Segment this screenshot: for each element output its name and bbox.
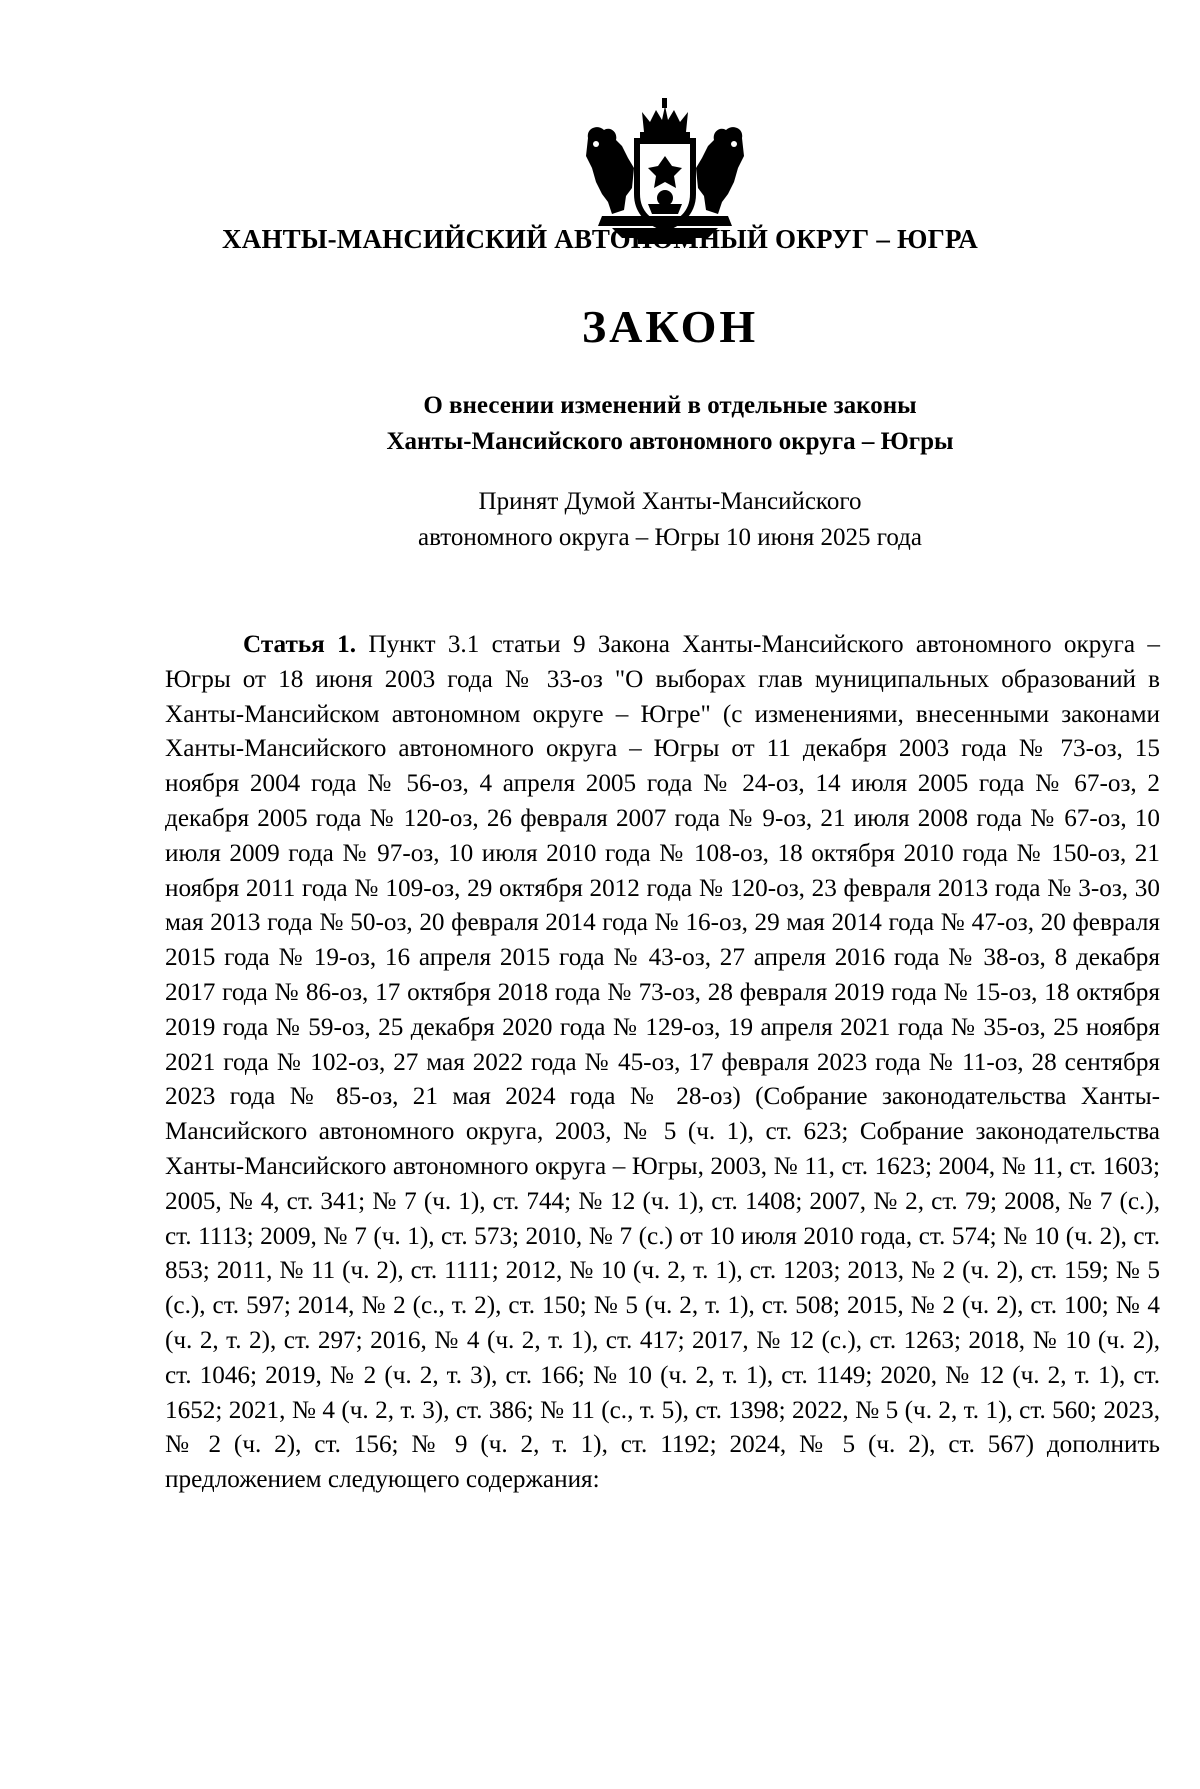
article-1-text: Пункт 3.1 статьи 9 Закона Ханты-Мансийского автономного округа – Югры от 18 июня 2003 года № 33-оз "О выборах глав муниципальных образований в Ханты-Мансийском автономном округе – Югре" (с изменениями, внесенными законами Ханты-Мансийского автономного округа – Югры от 11 декабря 2003 года № 73-оз, 15 ноября 2004 года № 56-оз, 4 апреля 2005 года № 24-оз, 14 июля 2005 года № 67-оз, 2 декабря 2005 года № 120-оз, 26 февраля 2007 года № 9-оз, 21 июля 2008 года № 67-оз, 10 июля 2009 года № 97-оз, 10 июля 2010 года № 108-оз, 18 октября 2010 года № 150-оз, 21 ноября 2011 года № 109-оз, 29 октября 2012 года № 120-оз, 23 февраля 2013 года № 3-оз, 30 мая 2013 года № 50-оз, 20 февраля 2014 года № 16-оз, 29 мая 2014 года № 47-оз, 20 февраля 2015 года № 19-оз, 16 апреля 2015 года № 43-оз, 27 апреля 2016 года № 38-оз, 8 декабря 2017 года № 86-оз, 17 октября 2018 года № 73-оз, 28 февраля 2019 года № 15-оз, 18 октября 2019 года № 59-оз, 25 декабря 2020 года № 129-оз, 19 апреля 2021 года № 35-оз, 25 ноября 2021 года № 102-оз, 27 мая 2022 года № 45-оз, 17 февраля 2023 года № 11-оз, 28 сентября 2023 года № 85-оз, 21 мая 2024 года № 28-оз) (Собрание законодательства Ханты-Мансийского автономного округа, 2003, № 5 (ч. 1), ст. 623; Собрание законодательства Ханты-Мансийского автономного округа – Югры, 2003, № 11, ст. 1623; 2004, № 11, ст. 1603; 2005, № 4, ст. 341; № 7 (ч. 1), ст. 744; № 12 (ч. 1), ст. 1408; 2007, № 2, ст. 79; 2008, № 7 (с.), ст. 1113; 2009, № 7 (ч. 1), ст. 573; 2010, № 7 (с.) от 10 июля 2010 года, ст. 574; № 10 (ч. 2), ст. 853; 2011, № 11 (ч. 2), ст. 1111; 2012, № 10 (ч. 2, т. 1), ст. 1203; 2013, № 2 (ч. 2), ст. 159; № 5 (с.), ст. 597; 2014, № 2 (с., т. 2), ст. 150; № 5 (ч. 2, т. 1), ст. 508; 2015, № 2 (ч. 2), ст. 100; № 4 (ч. 2, т. 2), ст. 297; 2016, № 4 (ч. 2, т. 1), ст. 417; 2017, № 12 (с.), ст. 1263; 2018, № 10 (ч. 2), ст. 1046; 2019, № 2 (ч. 2, т. 3), ст. 166; № 10 (ч. 2, т. 1), ст. 1149; 2020, № 12 (ч. 2, т. 1), ст. 1652; 2021, № 4 (ч. 2, т. 3), ст. 386; № 11 (с., т. 5), ст. 1398; 2022, № 5 (ч. 2, т. 1), ст. 560; 2023, № 2 (ч. 2), ст. 156; № 9 (ч. 2, т. 1), ст. 1192; 2024, № 5 (ч. 2), ст. 567) дополнить предложением следующего содержания: bbox=[165, 631, 1160, 1494]
region-name: ХАНТЫ-МАНСИЙСКИЙ АВТОНОМНЫЙ ОКРУГ – ЮГРА bbox=[222, 224, 978, 254]
article-1-paragraph bbox=[165, 628, 1160, 1498]
adoption-note-line-1: Принят Думой Ханты-Мансийского bbox=[478, 488, 862, 515]
article-1-label: Статья 1. bbox=[243, 631, 357, 658]
law-subject bbox=[0, 388, 1200, 460]
law-subject-line-1: О внесении изменений в отдельные законы bbox=[423, 392, 917, 419]
adoption-note-line-2: автономного округа – Югры 10 июня 2025 года bbox=[418, 524, 922, 551]
document-title: ЗАКОН bbox=[581, 301, 759, 352]
adoption-note bbox=[0, 484, 1200, 556]
law-subject-line-2: Ханты-Мансийского автономного округа – Югры bbox=[386, 428, 954, 455]
